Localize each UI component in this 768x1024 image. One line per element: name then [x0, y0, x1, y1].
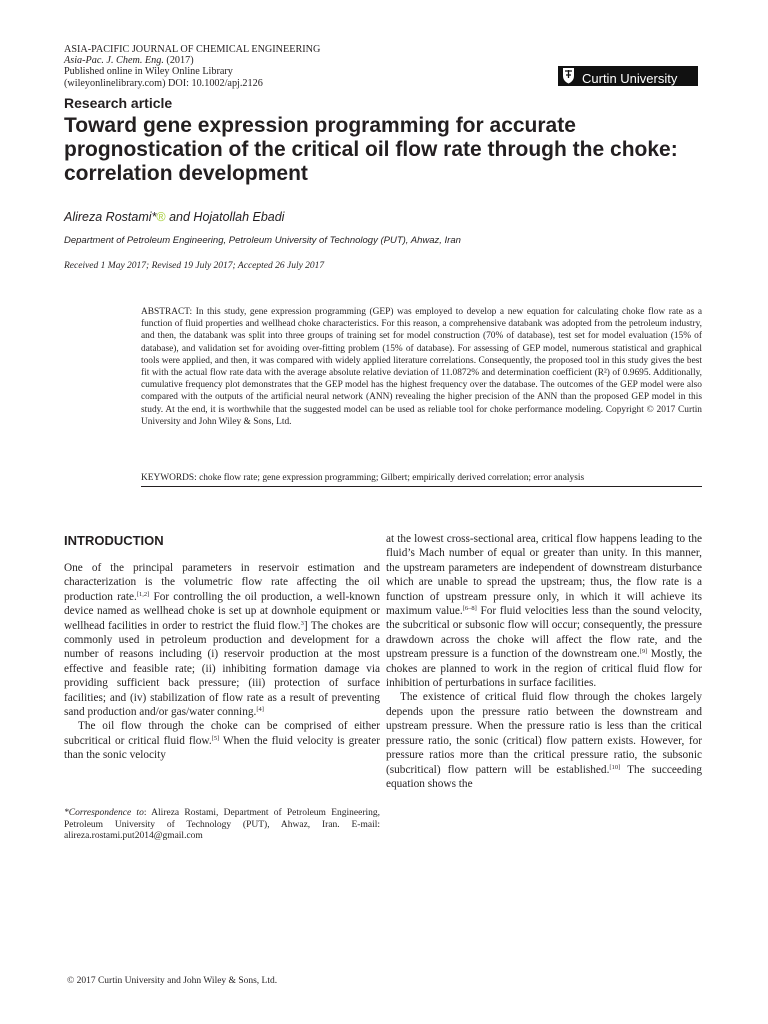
correspondence-label: *Correspondence to — [64, 808, 144, 818]
citation[interactable]: 3 — [300, 619, 304, 627]
doi-line: (wileyonlinelibrary.com) DOI: 10.1002/apj.2126 — [64, 77, 263, 89]
curtin-logo — [558, 66, 698, 86]
paragraph: The existence of critical fluid flow through the chokes largely depends upon the pressure ratio between the downstream and upstream pressure. When the pressure ratio is less than the critical pressure ratio, the sonic (critical) flow pattern exists. However, for pressure ratios more than the critical pressure ratio, the subsonic (subcritical) flow pattern will be established.[10] The succeeding equation shows the — [386, 691, 702, 790]
article-title: Toward gene expression programming for accurate prognostication of the critical oil flow rate through the choke: correlation development — [64, 114, 678, 185]
intro-left-column — [64, 561, 380, 763]
footer-copyright: © 2017 Curtin University and John Wiley & Sons, Ltd. — [67, 976, 278, 986]
paragraph: One of the principal parameters in reservoir estimation and characterization is the volumetric flow rate affecting the oil production rate.[1,2] For controlling the oil production, a well-known device named as wellhead choke is set up at downhole equipment or wellhead facilities in order to restrict the fluid flow.$^3$] The chokes are commonly used in petroleum production and development for a number of reasons including (i) reservoir production at the most effective and feasible rate; (ii) inhibiting formation damage via providing sufficient back pressure; (iii) protection of surface facilities; and (iv) stabilization of flow rate as a result of preventing sand production and/or gas/water conning.[4] — [64, 562, 380, 719]
citation[interactable]: [1,2] — [136, 590, 150, 598]
article-type: Research article — [64, 95, 173, 111]
intro-right-column — [386, 532, 702, 791]
abstract — [141, 306, 702, 428]
crest-icon — [562, 67, 575, 84]
logo-text: Curtin University — [582, 72, 678, 86]
abstract-label: ABSTRACT: — [141, 307, 193, 317]
correspondence-mark: * — [151, 210, 157, 224]
author-rest: and Hojatollah Ebadi — [165, 210, 285, 224]
journal-name: ASIA-PACIFIC JOURNAL OF CHEMICAL ENGINEERING — [64, 44, 321, 55]
author-line — [64, 210, 284, 224]
paragraph: at the lowest cross-sectional area, critical flow happens leading to the fluid’s Mach number of equal or greater than unity. In this manner, the upstream parameters are independent of downstream disturbance which are unable to spread the upstream; thus, the flow rate is a function of upstream pressure only, in which it will achieve its maximum value.[6–8] For fluid velocities less than the sound velocity, the subcritical or subsonic flow will occur; consequently, the pressure drawdown across the choke will affect the flow rate, and the upstream pressure is a function of the downstream one.[9] Mostly, the chokes are planned to work in the region of critical fluid flow for inhibition of perturbations in surface facilities. — [386, 533, 703, 690]
correspondence-text: : Alireza Rostami, Department of Petroleum Engineering, Petroleum University of Technology (PUT), Ahwaz, Iran. E-mail: alireza.rostami.put2014@gmail.com — [64, 808, 380, 842]
published-line: Published online in Wiley Online Library — [64, 66, 233, 78]
paragraph: The oil flow through the choke can be comprised of either subcritical or critical fluid flow.[5] When the fluid velocity is greater than the sonic velocity — [64, 720, 380, 762]
journal-year: (2017) — [166, 55, 194, 67]
abstract-text: In this study, gene expression programming (GEP) was employed to develop a new equation for calculating choke flow rate as a function of fluid properties and wellhead choke characteristics. For this reason, a comprehensive databank was adopted from the petroleum industry, and then, the databank was split into three groups of training set for model construction (70% of database), test set for model evaluation (15% of database), and validation set for avoiding over-fitting problem (15% of database). For assessing of GEP model, numerous statistical and graphical tools were applied, and then, it was compared with widely applied literature correlations. Consequently, the proposed tool in this study gives the best fit with the actual flow rate data with the average absolute relative deviation of 11.0872% and determination coefficient (R²) of 0.9695. Additionally, cumulative frequency plot demonstrates that the GEP model has the highest frequency over the database. The outcomes of the GEP model were also compared with the outputs of the artificial neural network (ANN) revealing the higher precision of the ANN than the proposed GEP model in this study. At the end, it is worthwhile that the suggested model can be used as reliable tool for choke performance modeling. Copyright © 2017 Curtin University and John Wiley & Sons, Ltd. — [141, 307, 702, 427]
citation[interactable]: [9] — [639, 648, 648, 656]
journal-header — [64, 44, 320, 89]
keywords: KEYWORDS: choke flow rate; gene expression programming; Gilbert; empirically derived correlation; error analysis — [141, 472, 702, 487]
journal-abbrev: Asia-Pac. J. Chem. Eng. — [64, 55, 164, 67]
correspondence-note — [64, 808, 380, 843]
author-1: Alireza Rostami — [64, 210, 152, 224]
orcid-icon[interactable]: ® — [156, 210, 166, 224]
citation[interactable]: [5] — [211, 734, 220, 742]
citation[interactable]: [10] — [609, 763, 621, 771]
received-dates: Received 1 May 2017; Revised 19 July 2017; Accepted 26 July 2017 — [64, 261, 325, 271]
citation[interactable]: [6–8] — [462, 605, 477, 613]
citation[interactable]: [4] — [256, 706, 264, 714]
affiliation: Department of Petroleum Engineering, Petroleum University of Technology (PUT), Ahwaz, Iran — [64, 235, 461, 246]
section-heading-introduction: INTRODUCTION — [64, 533, 164, 548]
